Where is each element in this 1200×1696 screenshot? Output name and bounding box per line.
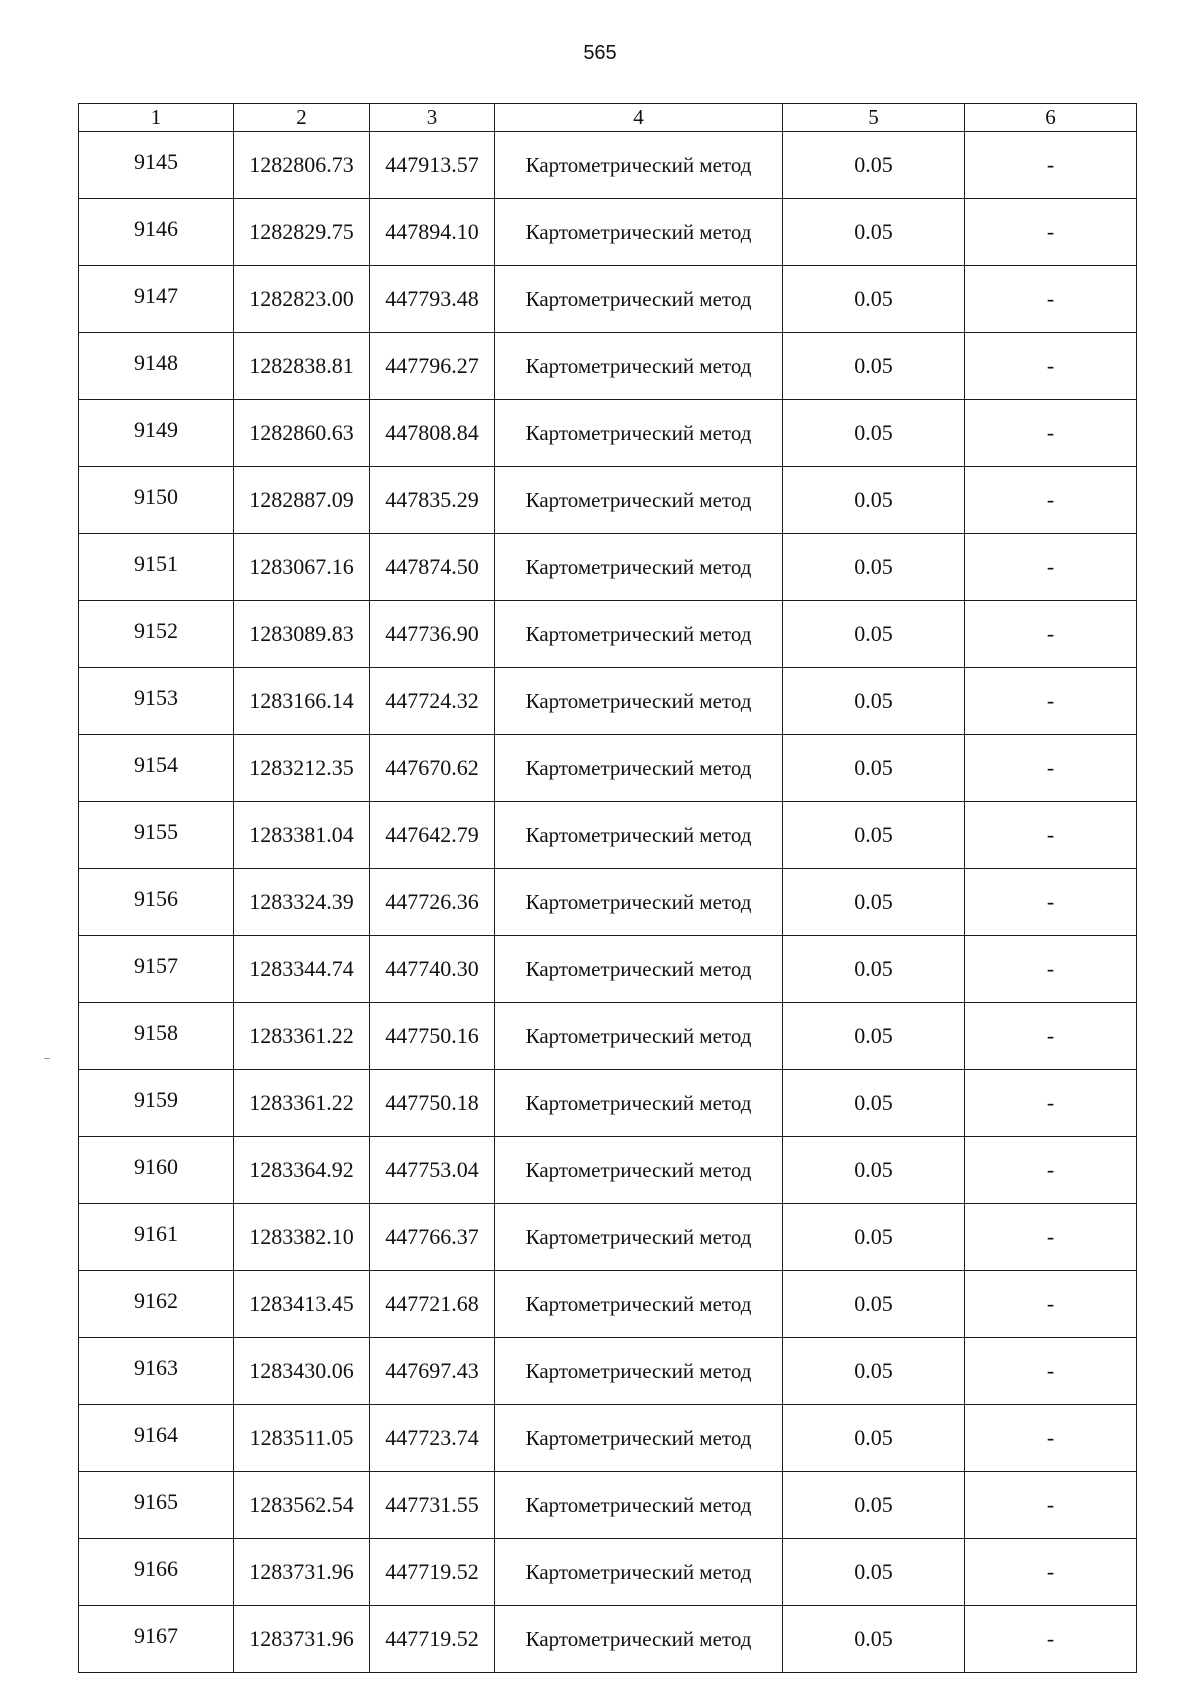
accuracy-cell: 0.05: [783, 1539, 965, 1606]
point-number-cell: 9158: [79, 1003, 234, 1070]
table-row: [79, 333, 1137, 400]
table-body: [79, 132, 1137, 1673]
point-number-cell: 9157: [79, 936, 234, 1003]
point-number-cell: 9167: [79, 1606, 234, 1673]
note-cell: -: [965, 534, 1137, 601]
accuracy-cell: 0.05: [783, 735, 965, 802]
accuracy-cell: 0.05: [783, 668, 965, 735]
method-cell: Картометрический метод: [495, 1606, 783, 1673]
point-number-cell: 9156: [79, 869, 234, 936]
scan-artifact: [44, 1058, 50, 1059]
y-coordinate-cell: 447796.27: [370, 333, 495, 400]
note-cell: -: [965, 735, 1137, 802]
point-number-cell: 9152: [79, 601, 234, 668]
x-coordinate-cell: 1283413.45: [234, 1271, 370, 1338]
note-cell: -: [965, 132, 1137, 199]
y-coordinate-cell: 447697.43: [370, 1338, 495, 1405]
table-row: [79, 1539, 1137, 1606]
column-header-1: 1: [79, 104, 234, 132]
x-coordinate-cell: 1282806.73: [234, 132, 370, 199]
note-cell: -: [965, 1472, 1137, 1539]
point-number-cell: 9146: [79, 199, 234, 266]
note-cell: -: [965, 400, 1137, 467]
point-number-cell: 9154: [79, 735, 234, 802]
page-number: 565: [583, 42, 617, 64]
point-number-cell: 9150: [79, 467, 234, 534]
accuracy-cell: 0.05: [783, 534, 965, 601]
y-coordinate-cell: 447750.16: [370, 1003, 495, 1070]
table-row: [79, 936, 1137, 1003]
point-number-cell: 9159: [79, 1070, 234, 1137]
note-cell: -: [965, 869, 1137, 936]
note-cell: -: [965, 266, 1137, 333]
accuracy-cell: 0.05: [783, 1472, 965, 1539]
x-coordinate-cell: 1283089.83: [234, 601, 370, 668]
note-cell: -: [965, 199, 1137, 266]
method-cell: Картометрический метод: [495, 936, 783, 1003]
method-cell: Картометрический метод: [495, 467, 783, 534]
x-coordinate-cell: 1283361.22: [234, 1070, 370, 1137]
y-coordinate-cell: 447721.68: [370, 1271, 495, 1338]
point-number-cell: 9163: [79, 1338, 234, 1405]
table-row: [79, 266, 1137, 333]
table-row: [79, 400, 1137, 467]
table-row: [79, 199, 1137, 266]
method-cell: Картометрический метод: [495, 1271, 783, 1338]
x-coordinate-cell: 1283324.39: [234, 869, 370, 936]
accuracy-cell: 0.05: [783, 333, 965, 400]
method-cell: Картометрический метод: [495, 1472, 783, 1539]
y-coordinate-cell: 447736.90: [370, 601, 495, 668]
method-cell: Картометрический метод: [495, 534, 783, 601]
table-row: [79, 1070, 1137, 1137]
method-cell: Картометрический метод: [495, 1070, 783, 1137]
method-cell: Картометрический метод: [495, 1338, 783, 1405]
method-cell: Картометрический метод: [495, 735, 783, 802]
x-coordinate-cell: 1282829.75: [234, 199, 370, 266]
accuracy-cell: 0.05: [783, 802, 965, 869]
note-cell: -: [965, 668, 1137, 735]
table-header: [79, 104, 1137, 132]
note-cell: -: [965, 1070, 1137, 1137]
accuracy-cell: 0.05: [783, 1204, 965, 1271]
method-cell: Картометрический метод: [495, 869, 783, 936]
accuracy-cell: 0.05: [783, 400, 965, 467]
point-number-cell: 9161: [79, 1204, 234, 1271]
table-row: [79, 1405, 1137, 1472]
table-row: [79, 467, 1137, 534]
coordinates-table: [78, 103, 1137, 1673]
method-cell: Картометрический метод: [495, 1539, 783, 1606]
x-coordinate-cell: 1283430.06: [234, 1338, 370, 1405]
column-header-3: 3: [370, 104, 495, 132]
point-number-cell: 9148: [79, 333, 234, 400]
x-coordinate-cell: 1282860.63: [234, 400, 370, 467]
point-number-cell: 9149: [79, 400, 234, 467]
accuracy-cell: 0.05: [783, 601, 965, 668]
y-coordinate-cell: 447913.57: [370, 132, 495, 199]
method-cell: Картометрический метод: [495, 132, 783, 199]
note-cell: -: [965, 1137, 1137, 1204]
accuracy-cell: 0.05: [783, 869, 965, 936]
note-cell: -: [965, 1204, 1137, 1271]
note-cell: -: [965, 1338, 1137, 1405]
method-cell: Картометрический метод: [495, 1003, 783, 1070]
y-coordinate-cell: 447670.62: [370, 735, 495, 802]
y-coordinate-cell: 447723.74: [370, 1405, 495, 1472]
column-header-6: 6: [965, 104, 1137, 132]
point-number-cell: 9160: [79, 1137, 234, 1204]
y-coordinate-cell: 447642.79: [370, 802, 495, 869]
point-number-cell: 9151: [79, 534, 234, 601]
accuracy-cell: 0.05: [783, 1405, 965, 1472]
accuracy-cell: 0.05: [783, 1606, 965, 1673]
header-row: [79, 104, 1137, 132]
y-coordinate-cell: 447726.36: [370, 869, 495, 936]
y-coordinate-cell: 447719.52: [370, 1606, 495, 1673]
y-coordinate-cell: 447793.48: [370, 266, 495, 333]
accuracy-cell: 0.05: [783, 132, 965, 199]
y-coordinate-cell: 447835.29: [370, 467, 495, 534]
accuracy-cell: 0.05: [783, 1271, 965, 1338]
accuracy-cell: 0.05: [783, 266, 965, 333]
note-cell: -: [965, 1003, 1137, 1070]
point-number-cell: 9153: [79, 668, 234, 735]
table-row: [79, 869, 1137, 936]
method-cell: Картометрический метод: [495, 199, 783, 266]
method-cell: Картометрический метод: [495, 601, 783, 668]
note-cell: -: [965, 1271, 1137, 1338]
table-row: [79, 1338, 1137, 1405]
note-cell: -: [965, 1539, 1137, 1606]
x-coordinate-cell: 1283344.74: [234, 936, 370, 1003]
y-coordinate-cell: 447750.18: [370, 1070, 495, 1137]
x-coordinate-cell: 1283382.10: [234, 1204, 370, 1271]
x-coordinate-cell: 1283067.16: [234, 534, 370, 601]
table-row: [79, 132, 1137, 199]
x-coordinate-cell: 1283731.96: [234, 1539, 370, 1606]
method-cell: Картометрический метод: [495, 400, 783, 467]
accuracy-cell: 0.05: [783, 936, 965, 1003]
note-cell: -: [965, 1405, 1137, 1472]
note-cell: -: [965, 467, 1137, 534]
accuracy-cell: 0.05: [783, 1070, 965, 1137]
table-row: [79, 1606, 1137, 1673]
y-coordinate-cell: 447731.55: [370, 1472, 495, 1539]
accuracy-cell: 0.05: [783, 1338, 965, 1405]
method-cell: Картометрический метод: [495, 1204, 783, 1271]
x-coordinate-cell: 1282887.09: [234, 467, 370, 534]
note-cell: -: [965, 601, 1137, 668]
x-coordinate-cell: 1283166.14: [234, 668, 370, 735]
y-coordinate-cell: 447766.37: [370, 1204, 495, 1271]
table-row: [79, 1271, 1137, 1338]
table-row: [79, 534, 1137, 601]
table-row: [79, 601, 1137, 668]
table-row: [79, 1137, 1137, 1204]
table-row: [79, 1003, 1137, 1070]
y-coordinate-cell: 447894.10: [370, 199, 495, 266]
point-number-cell: 9155: [79, 802, 234, 869]
x-coordinate-cell: 1283361.22: [234, 1003, 370, 1070]
y-coordinate-cell: 447874.50: [370, 534, 495, 601]
point-number-cell: 9162: [79, 1271, 234, 1338]
x-coordinate-cell: 1282823.00: [234, 266, 370, 333]
column-header-4: 4: [495, 104, 783, 132]
method-cell: Картометрический метод: [495, 668, 783, 735]
y-coordinate-cell: 447808.84: [370, 400, 495, 467]
point-number-cell: 9145: [79, 132, 234, 199]
table-row: [79, 1472, 1137, 1539]
accuracy-cell: 0.05: [783, 1003, 965, 1070]
method-cell: Картометрический метод: [495, 266, 783, 333]
table-row: [79, 1204, 1137, 1271]
point-number-cell: 9165: [79, 1472, 234, 1539]
point-number-cell: 9164: [79, 1405, 234, 1472]
accuracy-cell: 0.05: [783, 467, 965, 534]
table-row: [79, 735, 1137, 802]
method-cell: Картометрический метод: [495, 1405, 783, 1472]
method-cell: Картометрический метод: [495, 1137, 783, 1204]
table-row: [79, 668, 1137, 735]
column-header-2: 2: [234, 104, 370, 132]
note-cell: -: [965, 1606, 1137, 1673]
x-coordinate-cell: 1283364.92: [234, 1137, 370, 1204]
x-coordinate-cell: 1283731.96: [234, 1606, 370, 1673]
x-coordinate-cell: 1282838.81: [234, 333, 370, 400]
y-coordinate-cell: 447719.52: [370, 1539, 495, 1606]
accuracy-cell: 0.05: [783, 1137, 965, 1204]
note-cell: -: [965, 333, 1137, 400]
y-coordinate-cell: 447753.04: [370, 1137, 495, 1204]
note-cell: -: [965, 936, 1137, 1003]
method-cell: Картометрический метод: [495, 333, 783, 400]
x-coordinate-cell: 1283562.54: [234, 1472, 370, 1539]
x-coordinate-cell: 1283511.05: [234, 1405, 370, 1472]
accuracy-cell: 0.05: [783, 199, 965, 266]
x-coordinate-cell: 1283212.35: [234, 735, 370, 802]
table-row: [79, 802, 1137, 869]
y-coordinate-cell: 447740.30: [370, 936, 495, 1003]
y-coordinate-cell: 447724.32: [370, 668, 495, 735]
point-number-cell: 9166: [79, 1539, 234, 1606]
column-header-5: 5: [783, 104, 965, 132]
note-cell: -: [965, 802, 1137, 869]
point-number-cell: 9147: [79, 266, 234, 333]
method-cell: Картометрический метод: [495, 802, 783, 869]
x-coordinate-cell: 1283381.04: [234, 802, 370, 869]
